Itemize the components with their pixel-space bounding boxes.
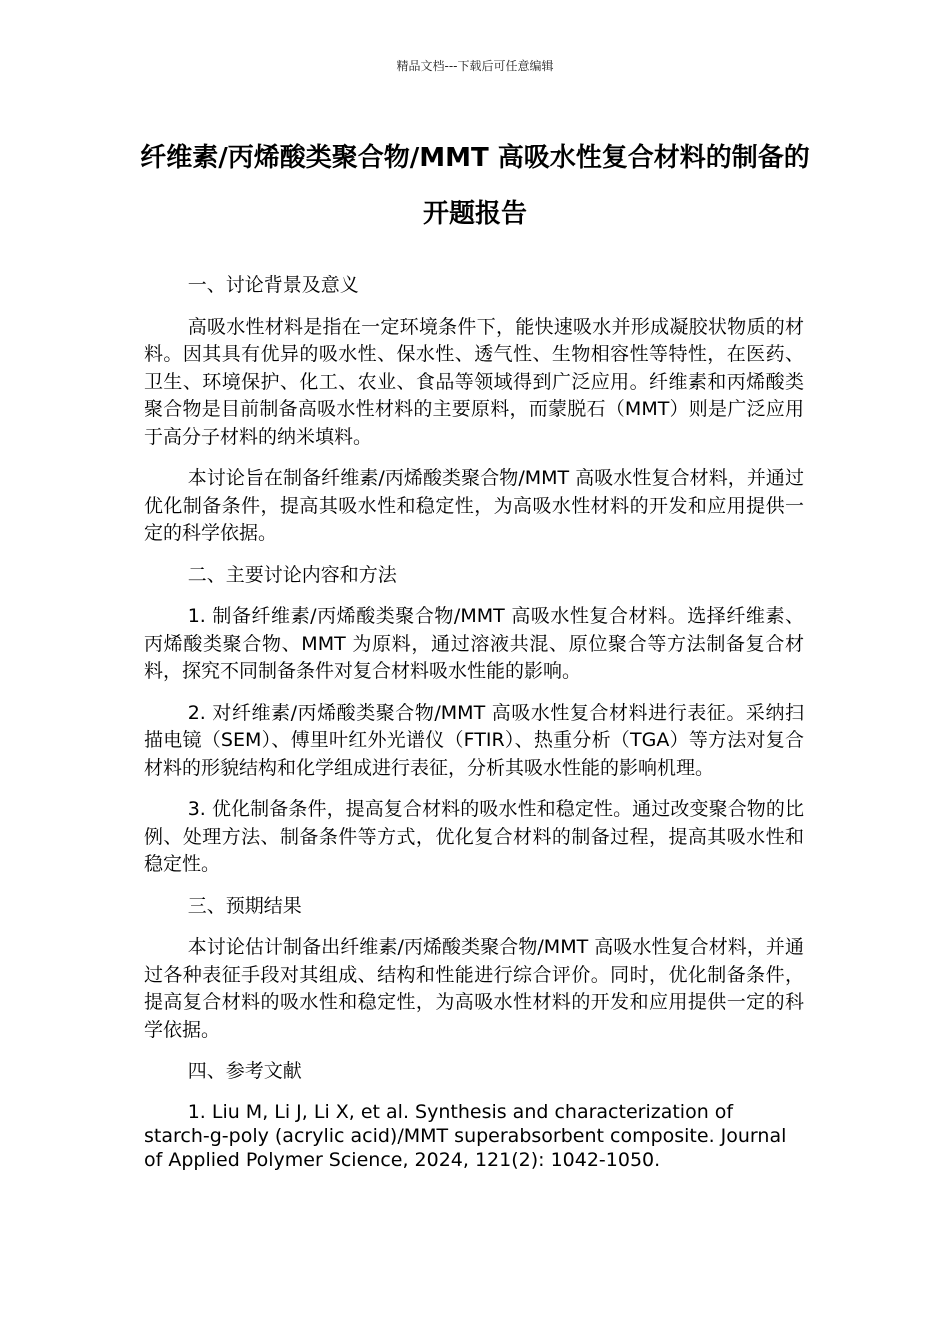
reference-item: 1. Liu M, Li J, Li X, et al. Synthesis and characterization of starch-g-poly (acrylic acid)/MMT superabsorbent composite. Journal of Applied Polymer Science, 2024, 121(2): 1042-1050. — [144, 1100, 787, 1171]
section-heading-methods: 二、主要讨论内容和方法 — [187, 563, 397, 586]
paragraph: 2. 对纤维素/丙烯酸类聚合物/MMT 高吸水性复合材料进行表征。采纳扫描电镜（SEM）、傅里叶红外光谱仪（FTIR）、热重分析（TGA）等方法对复合材料的形貌结构和化学组成进行表征，分析其吸水性能的影响机理。 — [144, 701, 804, 779]
section-heading-references: 四、参考文献 — [187, 1060, 302, 1082]
document-title: 纤维素/丙烯酸类聚合物/MMT 高吸水性复合材料的制备的开题报告 — [140, 143, 810, 229]
document-body — [144, 272, 804, 1172]
paragraph: 本讨论旨在制备纤维素/丙烯酸类聚合物/MMT 高吸水性复合材料，并通过优化制备条件，提高其吸水性和稳定性，为高吸水性材料的开发和应用提供一定的科学依据。 — [144, 467, 804, 544]
paragraph: 本讨论估计制备出纤维素/丙烯酸类聚合物/MMT 高吸水性复合材料，并通过各种表征手段对其组成、结构和性能进行综合评价。同时，优化制备条件，提高复合材料的吸水性和稳定性，为高吸水性材料的开发和应用提供一定的科学依据。 — [144, 936, 804, 1041]
paragraph: 1. 制备纤维素/丙烯酸类聚合物/MMT 高吸水性复合材料。选择纤维素、丙烯酸类聚合物、MMT 为原料，通过溶液共混、原位聚合等方法制备复合材料，探究不同制备条件对复合材料吸水性能的影响。 — [144, 605, 804, 682]
paragraph: 3. 优化制备条件，提高复合材料的吸水性和稳定性。通过改变聚合物的比例、处理方法、制备条件等方式，优化复合材料的制备过程，提高其吸水性和稳定性。 — [144, 798, 804, 875]
header-note: 精品文档---下载后可任意编辑 — [396, 59, 554, 73]
section-heading-background: 一、讨论背景及意义 — [187, 274, 359, 296]
section-heading-expected-results: 三、预期结果 — [187, 894, 302, 917]
paragraph: 高吸水性材料是指在一定环境条件下，能快速吸水并形成凝胶状物质的材料。因其具有优异的吸水性、保水性、透气性、生物相容性等特性，在医药、卫生、环境保护、化工、农业、食品等领域得到广泛应用。纤维素和丙烯酸类聚合物是目前制备高吸水性材料的主要原料，而蒙脱石（MMT）则是广泛应用于高分子材料的纳米填料。 — [144, 315, 804, 448]
